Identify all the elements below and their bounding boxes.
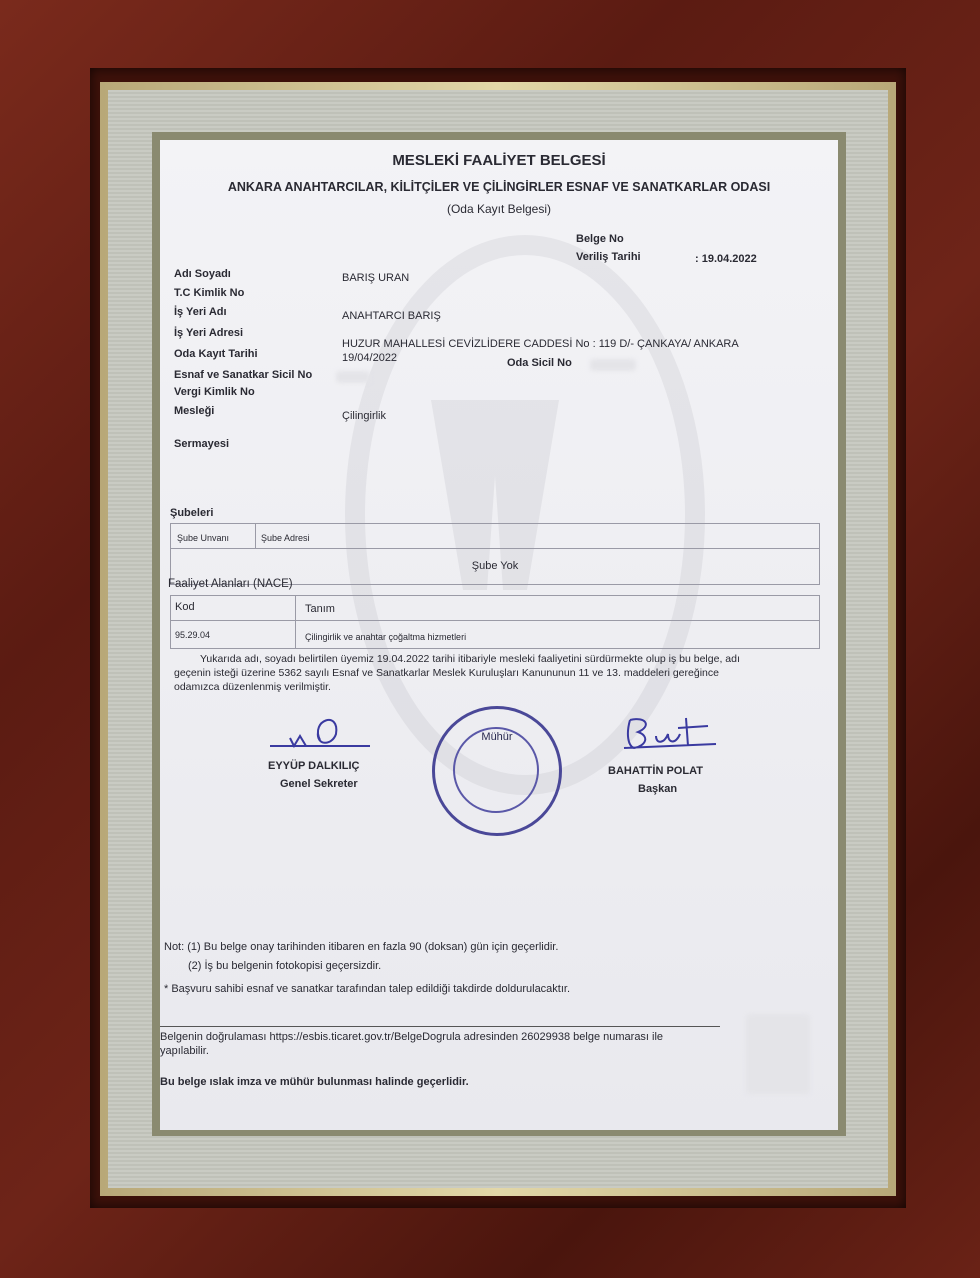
document-subsubtitle: (Oda Kayıt Belgesi): [446, 202, 552, 216]
verilis-value: : 19.04.2022: [695, 253, 757, 265]
subeler-col-adres: Şube Adresi: [261, 533, 310, 543]
paragraph-line-3: odamızca düzenlenmiş verilmiştir.: [174, 681, 331, 693]
signer-right-name: BAHATTİN POLAT: [608, 765, 703, 777]
document-subtitle: ANKARA ANAHTARCILAR, KİLİTÇİLER VE ÇİLİNGİRLER ESNAF VE SANATKARLAR ODASI: [227, 180, 771, 194]
document-title: MESLEKİ FAALİYET BELGESİ: [392, 152, 606, 169]
footer-note: Bu belge ıslak imza ve mühür bulunması halinde geçerlidir.: [160, 1076, 469, 1088]
isyeri-adresi-value: HUZUR MAHALLESİ CEVİZLİDERE CADDESİ No : 119 D/- ÇANKAYA/ ANKARA: [342, 338, 739, 350]
meslek-value: Çilingirlik: [342, 410, 387, 422]
isyeri-adresi-label: İş Yeri Adresi: [174, 327, 244, 339]
meslek-label: Mesleği: [174, 405, 215, 417]
esnaf-sicil-label: Esnaf ve Sanatkar Sicil No: [174, 369, 313, 381]
nace-table: [170, 595, 820, 649]
note-3: * Başvuru sahibi esnaf ve sanatkar tarafından talep edildiği takdirde doldurulacaktır.: [164, 983, 571, 995]
row-divider: [171, 620, 819, 621]
redacted-qr: [746, 1014, 810, 1094]
col-divider: [295, 596, 296, 648]
separator-line: [160, 1026, 720, 1027]
right-signature: [616, 712, 726, 756]
verify-line-2: yapılabilir.: [160, 1045, 209, 1057]
oda-sicil-label: Oda Sicil No: [507, 357, 572, 369]
sermaye-label: Sermayesi: [174, 438, 230, 450]
signer-left-title: Genel Sekreter: [280, 778, 358, 790]
redacted-esnaf-sicil: [336, 371, 370, 383]
stamp-label: Mühür: [481, 731, 513, 743]
adi-soyadi-label: Adı Soyadı: [174, 268, 231, 280]
vergi-label: Vergi Kimlik No: [174, 386, 255, 398]
belge-no-label: Belge No: [576, 233, 624, 245]
subeler-empty: Şube Yok: [471, 560, 519, 572]
certificate-document: [160, 140, 838, 1130]
subeler-heading: Şubeleri: [170, 507, 214, 519]
paragraph-line-1: Yukarıda adı, soyadı belirtilen üyemiz 19.04.2022 tarihi itibariyle mesleki faaliyetini sürdürmekte olup iş bu belge, adı: [200, 653, 740, 665]
nace-row-kod: 95.29.04: [175, 630, 211, 640]
redacted-sicil: [590, 359, 636, 371]
note-1: Not: (1) Bu belge onay tarihinden itibaren en fazla 90 (doksan) gün için geçerlidir.: [164, 941, 559, 953]
oda-kayit-value: 19/04/2022: [342, 352, 398, 364]
oda-kayit-label: Oda Kayıt Tarihi: [174, 348, 258, 360]
adi-soyadi-value: BARIŞ URAN: [342, 272, 410, 284]
nace-heading: Faaliyet Alanları (NACE): [168, 578, 293, 590]
signer-left-name: EYYÜP DALKILIÇ: [268, 760, 360, 772]
tc-label: T.C Kimlik No: [174, 287, 245, 299]
isyeri-adi-value: ANAHTARCI BARIŞ: [342, 310, 441, 322]
nace-col-tanim: Tanım: [305, 603, 335, 615]
left-signature: [260, 710, 380, 756]
verilis-label: Veriliş Tarihi: [576, 251, 641, 263]
note-2: (2) İş bu belgenin fotokopisi geçersizdir.: [188, 960, 382, 972]
nace-row-tanim: Çilingirlik ve anahtar çoğaltma hizmetleri: [305, 632, 467, 642]
subeler-table: [170, 523, 820, 585]
verify-line-1: Belgenin doğrulaması https://esbis.ticaret.gov.tr/BelgeDogrula adresinden 26029938 belge numarası ile: [160, 1031, 664, 1043]
isyeri-adi-label: İş Yeri Adı: [174, 306, 227, 318]
subeler-col-unvan: Şube Unvanı: [177, 533, 230, 543]
paragraph-line-2: geçenin isteği üzerine 5362 sayılı Esnaf ve Sanatkarlar Meslek Kuruluşları Kanununun 11 ve 13. maddeleri gereğince: [174, 667, 719, 679]
col-divider: [255, 524, 256, 548]
official-stamp: [432, 706, 562, 836]
nace-col-kod: Kod: [175, 601, 195, 613]
row-divider: [171, 548, 819, 549]
signer-right-title: Başkan: [638, 783, 678, 795]
